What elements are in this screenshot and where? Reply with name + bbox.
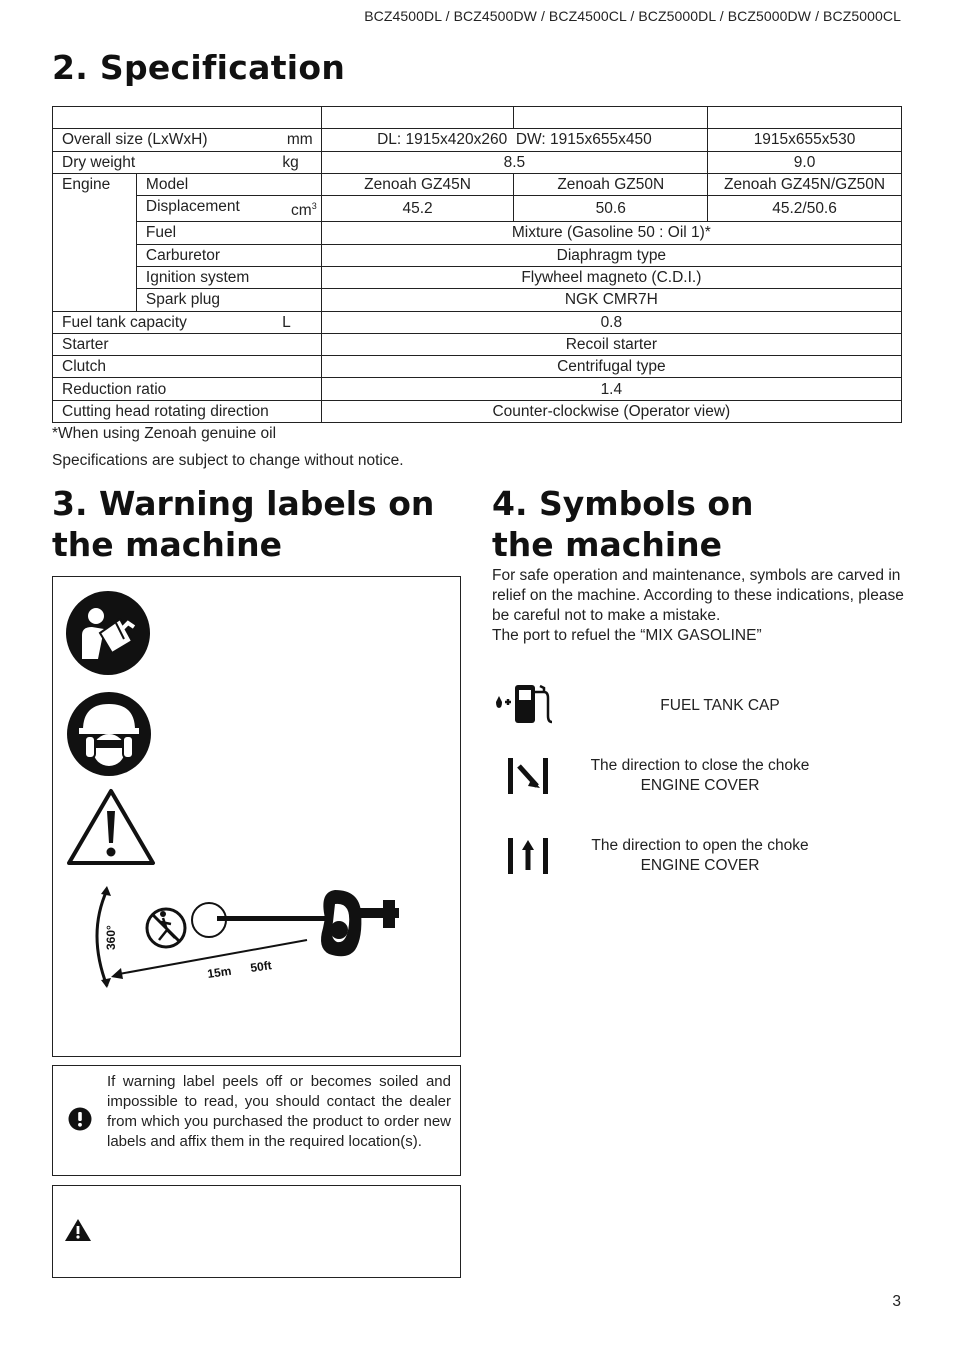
warning-small-icon [64,1218,92,1242]
choke-open-label: The direction to open the choke ENGINE COVER [591,837,809,874]
warning-panel [52,1185,461,1278]
warning-labels-panel [52,576,461,1057]
table-row: Carburetor Diaphragm type [53,244,902,266]
notice-text: If warning label peels off or becomes soiled and impossible to read, you should contact the dealer from which you purchased the product to order new labels and affix them in the required location(s). [107,1073,451,1150]
protective-gear-icon [65,690,153,778]
table-row: Starter Recoil starter [53,333,902,355]
table-row: Clutch Centrifugal type [53,356,902,378]
symbols-heading: 4. Symbols on the machine [492,484,754,564]
table-row: Overall size (LxWxH) mm DL: 1915x420x260 DW: 1915x655x450 1915x655x530 [53,129,902,151]
table-row: Spark plug NGK CMR7H [53,289,902,311]
distance-meters-label: 15m [206,963,233,981]
page-number: 3 [892,1293,901,1310]
model-list-header: BCZ4500DL / BCZ4500DW / BCZ4500CL / BCZ5000DL / BCZ5000DW / BCZ5000CL [364,8,901,24]
angle-label: 360° [104,925,118,950]
table-header-row [53,107,902,129]
table-row: Ignition system Flywheel magneto (C.D.I.) [53,266,902,288]
specification-table [52,106,902,423]
read-manual-icon [64,589,152,677]
table-row: Fuel tank capacity L 0.8 [53,311,902,333]
oil-footnote: *When using Zenoah genuine oil [52,425,277,442]
safety-distance-diagram [93,882,423,992]
symbols-intro: For safe operation and maintenance, symbols are carved in relief on the machine. According to these indications, please be careful not to make a mistake. The port to refuel the “MIX GASOLINE” [492,567,904,644]
label-replacement-notice [52,1065,461,1176]
choke-open-icon [506,836,550,876]
specification-heading: 2. Specification [52,48,346,87]
table-row: Engine Model Zenoah GZ45N Zenoah GZ50N Zenoah GZ45N/GZ50N [53,173,902,195]
table-row: Fuel Mixture (Gasoline 50 : Oil 1)* [53,222,902,244]
spec-change-note: Specifications are subject to change without notice. [52,452,404,469]
table-row: Dry weight kg 8.5 9.0 [53,151,902,173]
choke-close-icon [506,756,550,796]
warning-labels-heading: 3. Warning labels on the machine [52,484,435,564]
table-row: Cutting head rotating direction Counter-clockwise (Operator view) [53,400,902,422]
table-row: Displacement $cm^3$ 45.2 50.6 45.2/50.6 [53,196,902,222]
distance-feet-label: 50ft [249,958,273,975]
table-row: Reduction ratio 1.4 [53,378,902,400]
fuel-tank-cap-label: FUEL TANK CAP [660,697,780,714]
choke-close-label: The direction to close the choke ENGINE COVER [590,757,810,794]
warning-triangle-icon [65,787,157,867]
fuel-pump-icon [492,682,556,726]
exclamation-circle-icon [68,1107,92,1131]
